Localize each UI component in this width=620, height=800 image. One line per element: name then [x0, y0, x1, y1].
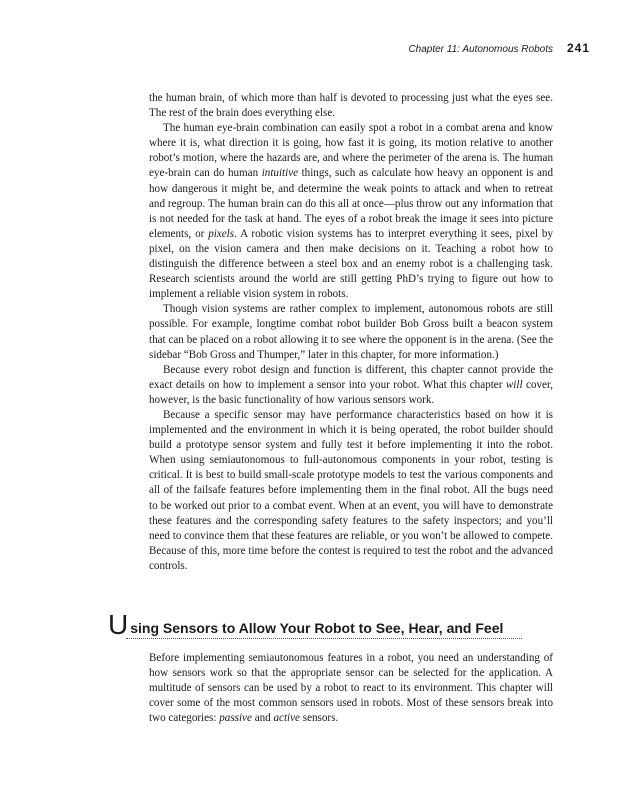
body-text: [149, 91, 553, 574]
paragraph-text: . A robotic vision systems has to interpret everything it sees, pixel by pixel, on the vision camera and then make decisions on it. Teaching a robot how to distinguish the difference between a steel box and an enemy robot is a challenging task. Research scientists around the world are still getting PhD’s trying to figure out how to implement a reliable vision system in robots.: [149, 227, 553, 301]
paragraph-text: The human eye-brain combination can easily spot a robot in a combat arena and know where it is, what direction it is going, how fast it is going, its motion relative to another robot’s motion, where the hazards are, and where the perimeter of the arena is. The human eye-brain can do human: [149, 122, 553, 180]
paragraph-text: Because every robot design and function is different, this chapter cannot provide the exact details on how to implement a sensor into your robot. What this chapter: [149, 363, 553, 391]
emphasis: will: [505, 378, 523, 391]
section-heading: [108, 611, 522, 639]
section-rule: [126, 638, 522, 639]
paragraph-text: sensors.: [299, 712, 339, 725]
page-number: 241: [566, 41, 590, 55]
paragraph: [149, 408, 553, 574]
section-body-text: [149, 651, 553, 726]
emphasis: intuitive: [261, 167, 299, 180]
paragraph-text: Because a specific sensor may have performance characteristics based on how it is implemented and the environment in which it is being operated, the robot builder should build a prototype sensor system and fully test it before implementing it into the robot. When using semiautonomous to full-autonomous components in your robot, testing is critical. It is best to build small-scale prototype models to test the various components and all of the failsafe features before implementing them in the final robot. All the bugs need to be worked out prior to a combat event. When at an event, you will have to demonstrate these features and the corresponding safety features to the safety inspectors; and you’ll need to convince them that these features are reliable, or you won’t be allowed to compete. Because of this, more time before the contest is required to test the robot and the advanced controls.: [149, 408, 553, 572]
paragraph: [149, 651, 553, 726]
paragraph: [149, 121, 553, 302]
section-title: sing Sensors to Allow Your Robot to See, Hear, and Feel: [130, 620, 504, 636]
running-header: [408, 41, 590, 55]
emphasis: passive: [219, 712, 252, 725]
section-dropcap: U: [108, 609, 129, 640]
paragraph: [149, 91, 553, 121]
paragraph: [149, 363, 553, 408]
paragraph-text: and: [251, 712, 274, 725]
paragraph-text: Before implementing semiautonomous features in a robot, you need an understanding of how sensors work so that the appropriate sensor can be selected for the application. A multitude of sensors can be used by a robot to react to its environment. This chapter will cover some of the most common sensors used in robots. Most of these sensors break into two categories:: [149, 652, 553, 725]
paragraph-text: the human brain, of which more than half is devoted to processing just what the eyes see. The rest of the brain does everything else.: [149, 92, 553, 120]
paragraph: [149, 302, 553, 362]
paragraph-text: things, such as calculate how heavy an opponent is and how dangerous it might be, and determine the weak points to attack and when to retreat and regroup. The human brain can do this all at once—plus throw out any information that is not needed for the task at hand. The eyes of a robot break the image it sees into picture elements, or: [149, 167, 553, 240]
paragraph-text: Though vision systems are rather complex to implement, autonomous robots are still possible. For example, longtime combat robot builder Bob Gross built a beacon system that can be placed on a robot allowing it to see where the opponent is in the arena. (See the sidebar “Bob Gross and Thumper,” later in this chapter, for more information.): [149, 303, 553, 361]
paragraph-text: cover, however, is the basic functionality of how various sensors work.: [149, 378, 553, 406]
chapter-title: Chapter 11: Autonomous Robots: [408, 44, 553, 55]
emphasis: pixels: [208, 227, 235, 240]
emphasis: active: [273, 712, 300, 725]
